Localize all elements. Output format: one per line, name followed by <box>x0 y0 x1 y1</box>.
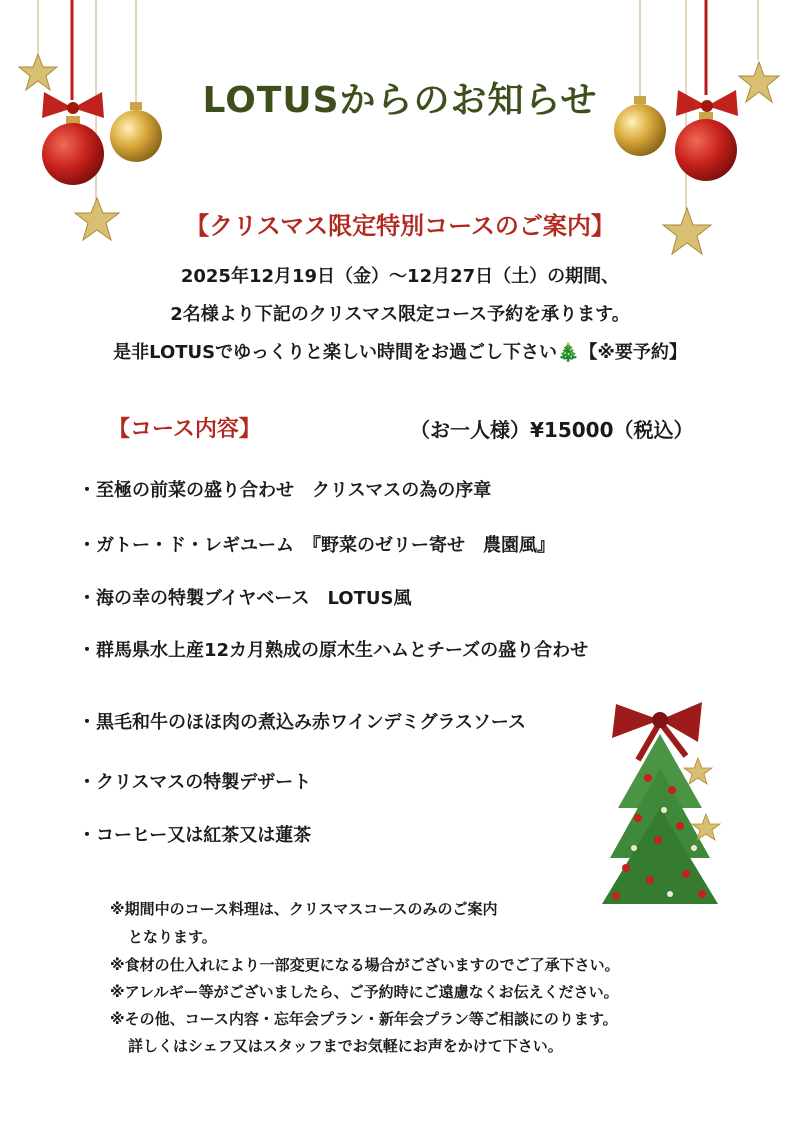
note-course-only: ※期間中のコース料理は、クリスマスコースのみのご案内 <box>110 900 498 918</box>
menu-item-ham-cheese: ・群馬県水上産12カ月熟成の原木生ハムとチーズの盛り合わせ <box>78 640 589 661</box>
intro-line-reservation: 2名様より下記のクリスマス限定コース予約を承ります。 <box>170 304 630 325</box>
menu-item-vegetable-terrine: ・ガトー・ド・レギユーム 『野菜のゼリー寄せ 農園風』 <box>78 535 555 556</box>
course-heading: 【コース内容】 <box>108 417 261 442</box>
menu-item-dessert: ・クリスマスの特製デザート <box>78 772 312 793</box>
note-contact-staff: 詳しくはシェフ又はスタッフまでお気軽にお声をかけて下さい。 <box>128 1037 563 1055</box>
menu-item-wagyu: ・黒毛和牛のほほ肉の煮込み赤ワインデミグラスソース <box>78 712 527 733</box>
note-ingredients: ※食材の仕入れにより一部変更になる場合がございますのでご了承下さい。 <box>110 956 620 974</box>
christmas-tree-icon <box>598 698 738 918</box>
page-title: LOTUSからのお知らせ <box>202 80 598 121</box>
red-ornament-icon <box>38 112 108 192</box>
menu-item-appetizer: ・至極の前菜の盛り合わせ クリスマスの為の序章 <box>78 480 492 501</box>
menu-item-bouillabaisse: ・海の幸の特製ブイヤベース LOTUS風 <box>78 588 412 609</box>
announcement-subtitle: 【クリスマス限定特別コースのご案内】 <box>185 212 615 240</box>
intro-line-period: 2025年12月19日（金）～12月27日（土）の期間、 <box>180 266 620 287</box>
intro-line-invitation: 是非LOTUSでゆっくりと楽しい時間をお過ごし下さい🎄【※要予約】 <box>113 342 687 363</box>
course-price: （お一人様）¥15000（税込） <box>410 418 694 442</box>
note-consultation: ※その他、コース内容・忘年会プラン・新年会プラン等ご相談にのります。 <box>110 1010 618 1028</box>
menu-item-drink: ・コーヒー又は紅茶又は蓮茶 <box>78 825 312 846</box>
note-course-only-cont: となります。 <box>128 928 217 946</box>
note-allergy: ※アレルギー等がございましたら、ご予約時にご遠慮なくお伝えください。 <box>110 983 619 1001</box>
